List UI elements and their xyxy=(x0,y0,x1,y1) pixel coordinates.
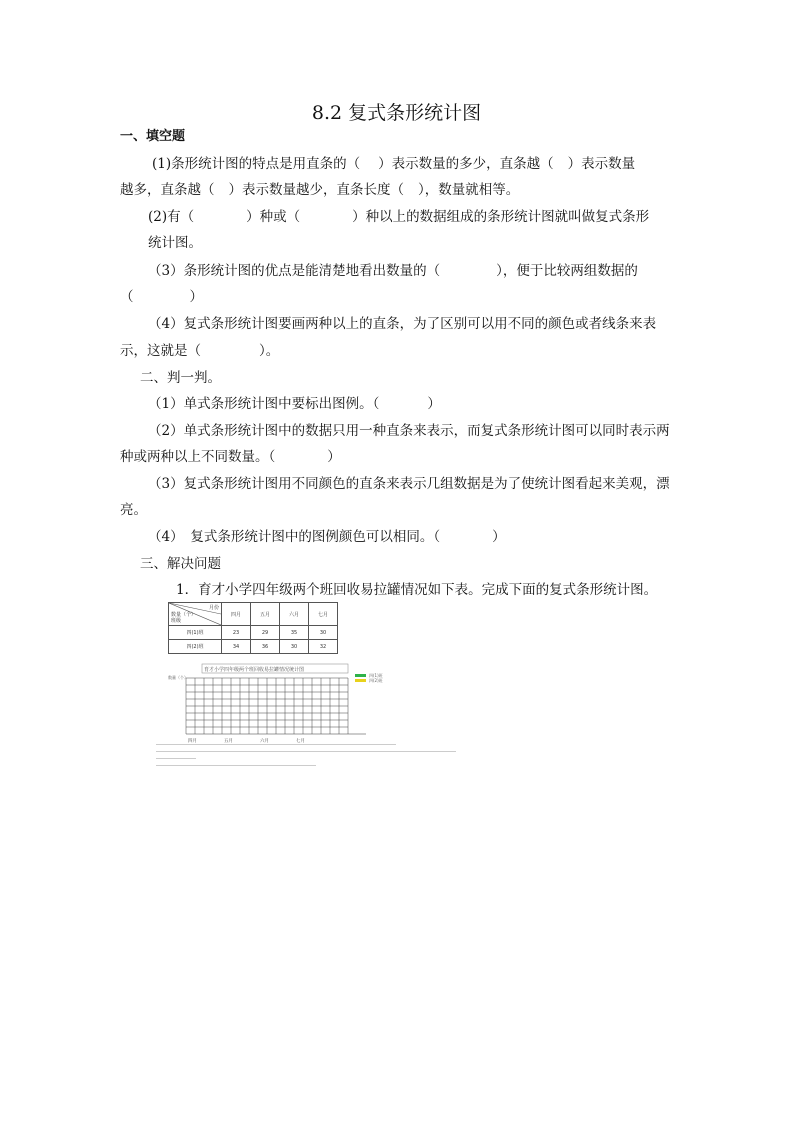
fill-q1-line2: 越多，直条越（ ）表示数量越少，直条长度（ ），数量就相等。 xyxy=(120,182,520,198)
chart-ylabel: 数量（个） xyxy=(168,675,188,680)
recycle-table xyxy=(168,602,338,654)
table-cell: 29 xyxy=(251,626,280,640)
chart-grid xyxy=(186,678,366,734)
section3-heading: 三、解决问题 xyxy=(140,556,221,572)
judge-q4: （4） 复式条形统计图中的图例颜色可以相同。（ ） xyxy=(148,529,506,545)
fill-q4-line1: （4）复式条形统计图要画两种以上的直条，为了区别可以用不同的颜色或者线条来表 xyxy=(148,316,657,332)
faint-notes xyxy=(156,744,476,766)
legend-label-2: 四(2)班 xyxy=(369,678,383,683)
solve-q1: 1．育才小学四年级两个班回收易拉罐情况如下表。完成下面的复式条形统计图。 xyxy=(176,582,658,598)
judge-q3-line1: （3）复式条形统计图用不同颜色的直条来表示几组数据是为了使统计图看起来美观，漂 xyxy=(148,476,670,492)
table-cell: 35 xyxy=(280,626,309,640)
fill-q4-line2: 示，这就是（ ）。 xyxy=(120,343,280,359)
judge-q1: （1）单式条形统计图中要标出图例。（ ） xyxy=(148,396,441,412)
legend-swatch-1 xyxy=(355,674,366,677)
blank-bar-chart xyxy=(166,662,406,744)
section2-heading: 二、判一判。 xyxy=(140,370,221,386)
x-tick-label: 五月 xyxy=(224,739,233,744)
table-row xyxy=(169,626,338,640)
table-header-month: 七月 xyxy=(309,603,338,626)
table-cell: 32 xyxy=(309,640,338,654)
page-title: 8.2 复式条形统计图 xyxy=(311,102,482,124)
table-cell: 36 xyxy=(251,640,280,654)
section1-heading: 一、填空题 xyxy=(120,129,186,144)
fill-q1-line1: (1)条形统计图的特点是用直条的（ ）表示数量的多少，直条越（ ）表示数量 xyxy=(152,156,636,172)
table-header-month: 四月 xyxy=(222,603,251,626)
chart-title: 育才小学四年级两个班回收易拉罐情况统计图 xyxy=(204,667,305,673)
table-row-label: 四(1)班 xyxy=(169,626,222,640)
table-row-label: 四(2)班 xyxy=(169,640,222,654)
x-tick-label: 四月 xyxy=(188,739,197,744)
fill-q3-line1: （3）条形统计图的优点是能清楚地看出数量的（ ），便于比较两组数据的 xyxy=(148,263,638,279)
judge-q3-line2: 亮。 xyxy=(120,502,147,518)
table-corner-cell: 月份 数量（个） 班级 xyxy=(169,603,222,626)
legend-swatch-2 xyxy=(355,679,366,682)
judge-q2-line1: （2）单式条形统计图中的数据只用一种直条来表示，而复式条形统计图可以同时表示两 xyxy=(148,423,670,439)
table-header-month: 六月 xyxy=(280,603,309,626)
table-cell: 34 xyxy=(222,640,251,654)
x-tick-label: 六月 xyxy=(260,739,269,744)
table-header-month: 五月 xyxy=(251,603,280,626)
fill-q2-line1: (2)有（ ）种或（ ）种以上的数据组成的条形统计图就叫做复式条形 xyxy=(148,209,650,225)
fill-q3-line2: （ ） xyxy=(120,289,203,305)
x-tick-label: 七月 xyxy=(296,739,305,744)
table-cell: 30 xyxy=(309,626,338,640)
fill-q2-line2: 统计图。 xyxy=(148,235,202,251)
legend-label-1: 四(1)班 xyxy=(369,673,383,678)
table-cell: 23 xyxy=(222,626,251,640)
table-row xyxy=(169,640,338,654)
table-cell: 30 xyxy=(280,640,309,654)
judge-q2-line2: 种或两种以上不同数量。（ ） xyxy=(120,449,341,465)
